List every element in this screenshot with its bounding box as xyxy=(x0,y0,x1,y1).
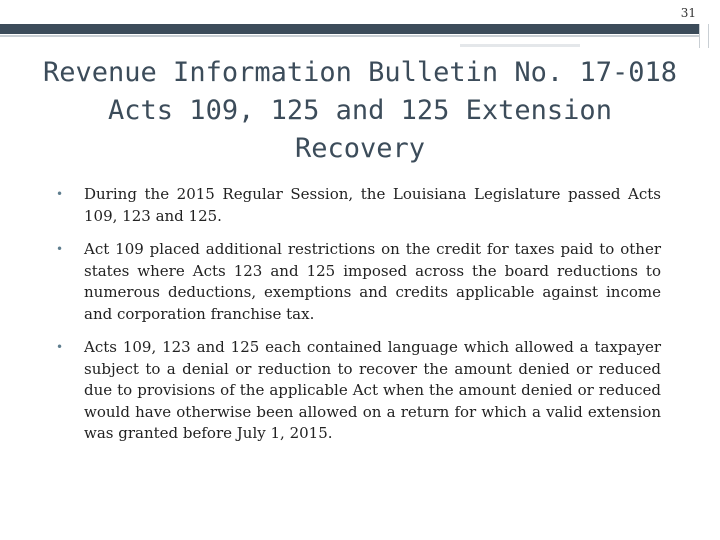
bullet-icon: • xyxy=(56,187,64,201)
bullet-item xyxy=(56,337,661,445)
corner-decoration xyxy=(699,24,720,48)
bullet-item xyxy=(56,239,661,325)
bullet-icon: • xyxy=(56,340,64,354)
bullet-item xyxy=(56,184,661,227)
header-bar xyxy=(0,24,700,34)
header-accent-line xyxy=(460,44,580,47)
bullet-text: Act 109 placed additional restrictions on the credit for taxes paid to other states where Acts 123 and 125 imposed across the board reductions to numerous deductions, exemptions and credits applicable against income and corporation franchise tax. xyxy=(84,240,661,323)
slide-title xyxy=(20,54,700,168)
title-line: Acts 109, 125 and 125 Extension xyxy=(108,95,612,126)
bullet-text: Acts 109, 123 and 125 each contained language which allowed a taxpayer subject to a denial or reduction to recover the amount denied or reduced due to provisions of the applicable Act when the amount denied or reduced would have otherwise been allowed on a return for which a valid extension was granted before July 1, 2015. xyxy=(84,338,661,442)
bullet-icon: • xyxy=(56,242,64,256)
bullet-list xyxy=(56,184,661,457)
header-divider xyxy=(0,35,700,37)
page-number: 31 xyxy=(680,6,696,20)
title-line: Recovery xyxy=(294,133,426,164)
title-line: Revenue Information Bulletin No. 17-018 xyxy=(43,57,677,88)
bullet-text: During the 2015 Regular Session, the Louisiana Legislature passed Acts 109, 123 and 125. xyxy=(84,185,661,225)
